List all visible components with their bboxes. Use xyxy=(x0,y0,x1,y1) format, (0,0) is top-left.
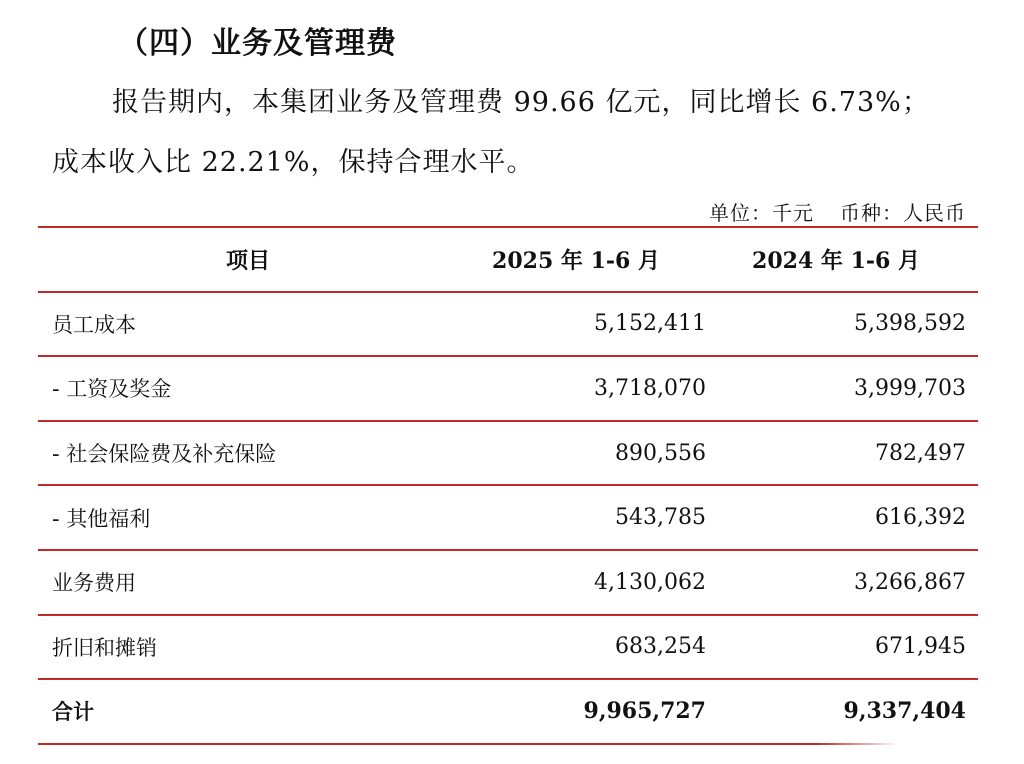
currency-label: 币种：人民币 xyxy=(840,201,966,225)
value-2024: 671,945 xyxy=(718,615,978,680)
section-title: （四）业务及管理费 xyxy=(118,26,397,61)
value-2025: 9,965,727 xyxy=(458,679,718,744)
table-row xyxy=(38,421,978,486)
value-2025: 683,254 xyxy=(458,615,718,680)
table-row xyxy=(38,292,978,357)
value-2025: 890,556 xyxy=(458,421,718,486)
value-2025: 3,718,070 xyxy=(458,356,718,421)
table-row xyxy=(38,485,978,550)
row-label: 合计 xyxy=(38,679,458,744)
table-total-row xyxy=(38,679,978,744)
value-2025: 4,130,062 xyxy=(458,550,718,615)
row-label: - 工资及奖金 xyxy=(38,356,458,421)
row-label: - 社会保险费及补充保险 xyxy=(38,421,458,486)
row-label: 折旧和摊销 xyxy=(38,615,458,680)
value-2024: 3,999,703 xyxy=(718,356,978,421)
value-2025: 543,785 xyxy=(458,485,718,550)
row-label: 员工成本 xyxy=(38,292,458,357)
row-label: 业务费用 xyxy=(38,550,458,615)
unit-note xyxy=(709,197,966,226)
header-2025: 2025 年 1-6 月 xyxy=(458,227,718,292)
value-2024: 782,497 xyxy=(718,421,978,486)
header-2024: 2024 年 1-6 月 xyxy=(718,227,978,292)
table-row xyxy=(38,356,978,421)
unit-label: 单位：千元 xyxy=(709,201,814,225)
value-2025: 5,152,411 xyxy=(458,292,718,357)
value-2024: 5,398,592 xyxy=(718,292,978,357)
value-2024: 616,392 xyxy=(718,485,978,550)
value-2024: 9,337,404 xyxy=(718,679,978,744)
watermark-overlay xyxy=(816,736,1024,764)
table-row xyxy=(38,615,978,680)
table-row xyxy=(38,550,978,615)
header-item: 项目 xyxy=(38,227,458,292)
table-header-row xyxy=(38,227,978,292)
value-2024: 3,266,867 xyxy=(718,550,978,615)
expense-table xyxy=(38,226,978,745)
summary-paragraph-line-1: 报告期内，本集团业务及管理费 99.66 亿元，同比增长 6.73%； xyxy=(112,87,930,118)
row-label: - 其他福利 xyxy=(38,485,458,550)
summary-paragraph-line-2: 成本收入比 22.21%，保持合理水平。 xyxy=(52,147,535,178)
